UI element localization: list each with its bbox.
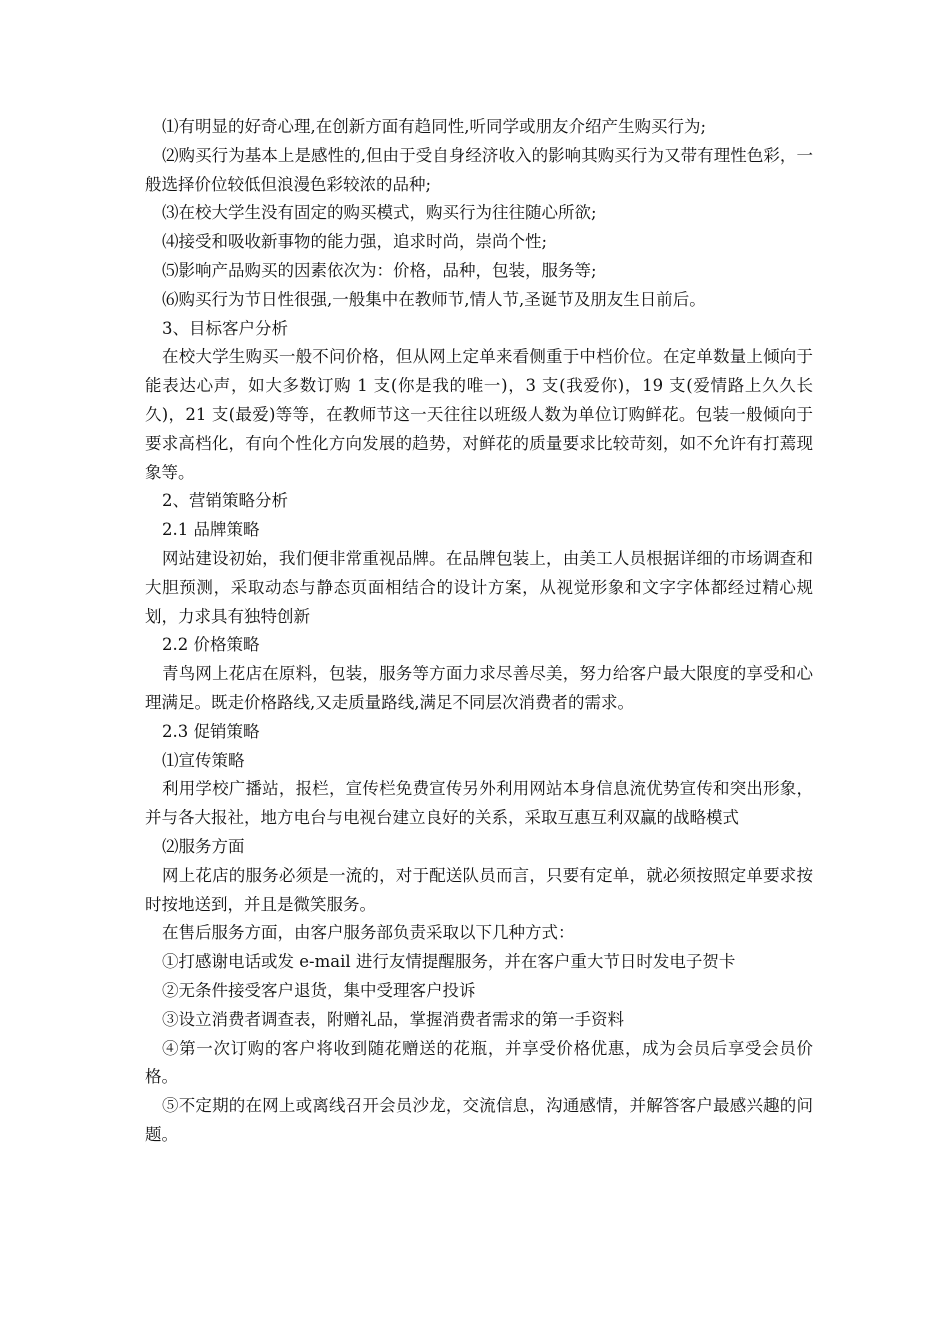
paragraph: 在校大学生购买一般不问价格，但从网上定单来看侧重于中档价位。在定单数量上倾向于能表达心声，如大多数订购 1 支(你是我的唯一)，3 支(我爱你)，19 支(爱情路上久久长久)，21 支(最爱)等等，在教师节这一天往往以班级人数为单位订购鲜花。包装一般倾向于要求高档化，有向个性化方向发展的趋势，对鲜花的质量要求比较苛刻，如不允许有打蔫现象等。 (145, 347, 813, 482)
subsubsection-heading: ⑵服务方面 (162, 836, 245, 856)
list-item: ④第一次订购的客户将收到随花赠送的花瓶，并享受价格优惠，成为会员后享受会员价格。 (145, 1038, 813, 1087)
list-item: ③设立消费者调查表，附赠礼品，掌握消费者需求的第一手资料 (162, 1009, 624, 1029)
list-item: ⑴有明显的好奇心理,在创新方面有趋同性,听同学或朋友介绍产生购买行为; (162, 117, 707, 136)
document-body (145, 113, 813, 1150)
section-heading: 2、营销策略分析 (162, 491, 288, 511)
list-item: ⑵购买行为基本上是感性的,但由于受自身经济收入的影响其购买行为又带有理性色彩，一般选择价位较低但浪漫色彩较浓的品种; (145, 145, 813, 194)
paragraph: 在售后服务方面，由客户服务部负责采取以下几种方式： (162, 923, 575, 943)
subsection-heading: 2.1 品牌策略 (162, 520, 260, 540)
list-item: ⑹购买行为节日性很强,一般集中在教师节,情人节,圣诞节及朋友生日前后。 (162, 289, 706, 309)
list-item: ①打感谢电话或发 e-mail 进行友情提醒服务，并在客户重大节日时发电子贺卡 (162, 952, 736, 972)
list-item: ⑤不定期的在网上或离线召开会员沙龙，交流信息，沟通感情，并解答客户最感兴趣的问题。 (145, 1096, 813, 1144)
subsection-heading: 2.3 促销策略 (162, 721, 260, 741)
paragraph: 利用学校广播站，报栏，宣传栏免费宣传另外利用网站本身信息流优势宣传和突出形象，并与各大报社，地方电台与电视台建立良好的关系，采取互惠互利双赢的战略模式 (145, 779, 813, 828)
subsubsection-heading: ⑴宣传策略 (162, 750, 245, 770)
list-item: ⑶在校大学生没有固定的购买模式，购买行为往往随心所欲; (162, 203, 597, 223)
paragraph: 网上花店的服务必须是一流的，对于配送队员而言，只要有定单，就必须按照定单要求按时按地送到，并且是微笑服务。 (145, 865, 813, 914)
list-item: ②无条件接受客户退货，集中受理客户投诉 (162, 980, 476, 1000)
section-heading: 3、目标客户分析 (162, 318, 288, 338)
list-item: ⑷接受和吸收新事物的能力强，追求时尚，崇尚个性; (162, 232, 548, 252)
paragraph: 网站建设初始，我们便非常重视品牌。在品牌包装上，由美工人员根据详细的市场调查和大胆预测，采取动态与静态页面相结合的设计方案，从视觉形象和文字字体都经过精心规划，力求具有独特创新 (145, 548, 813, 626)
subsection-heading: 2.2 价格策略 (162, 635, 260, 655)
paragraph: 青鸟网上花店在原料，包装，服务等方面力求尽善尽美，努力给客户最大限度的享受和心理满足。既走价格路线,又走质量路线,满足不同层次消费者的需求。 (145, 664, 813, 712)
list-item: ⑸影响产品购买的因素依次为：价格，品种，包装，服务等; (162, 260, 597, 280)
